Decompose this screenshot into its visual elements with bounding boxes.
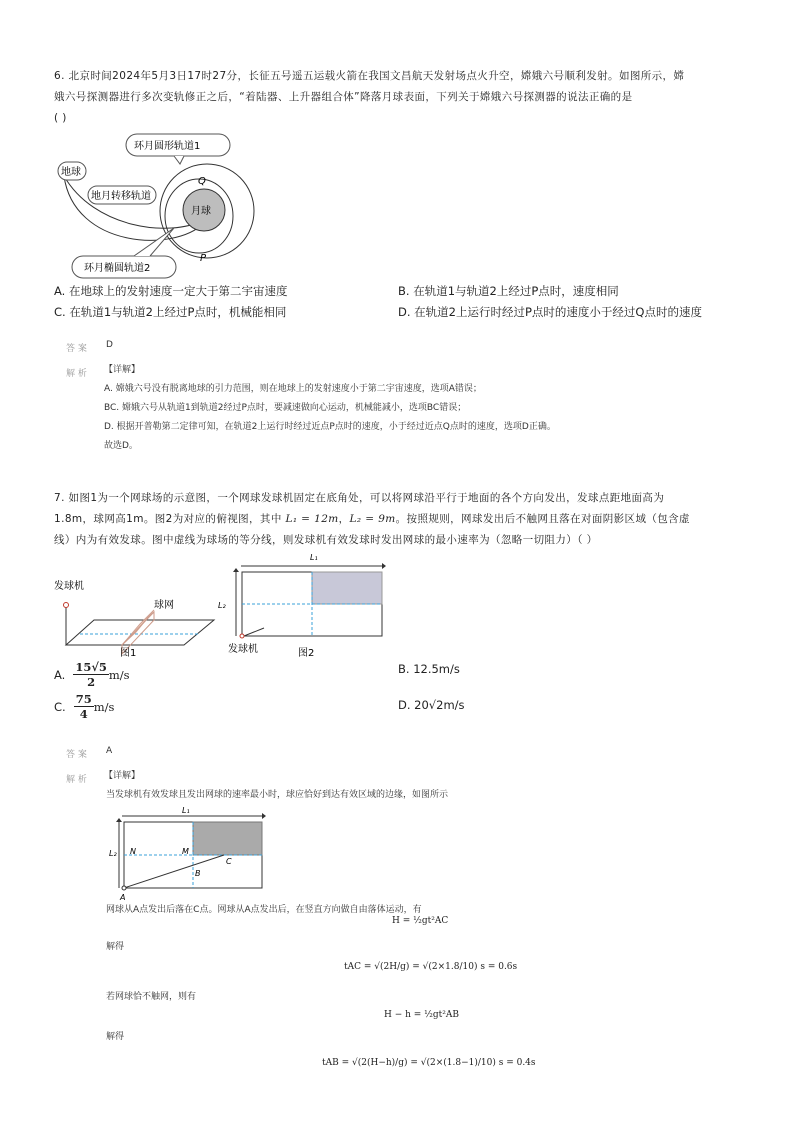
- q7-option-A-den: 2: [87, 675, 96, 689]
- q7-fig3-M: M: [182, 847, 189, 856]
- q7-option-C-frac: [74, 692, 94, 721]
- q7-fig2-L1: L₁: [310, 553, 318, 562]
- q6-stem-line1: 6. 北京时间2024年5月3日17时27分，长征五号遥五运载火箭在我国文昌航天发射场点火升空，嫦娥六号顺利发射。如图所示，嫦: [54, 70, 685, 82]
- q7-solve2: 解得: [106, 1032, 125, 1042]
- q7-line-net: 若网球恰不触网，则有: [106, 992, 197, 1002]
- q6-answer: D: [106, 340, 113, 350]
- q7-fig2-launcher-point: [240, 634, 244, 638]
- q7-fig1-launcher-label: 发球机: [54, 581, 84, 592]
- q7-option-D[interactable]: D. 20√2m/s: [398, 698, 465, 712]
- q7-fig2-launcher-label: 发球机: [228, 644, 258, 655]
- q7-stem-sep: ，: [338, 513, 350, 525]
- q6-stem: [54, 66, 754, 129]
- q7-intro: 当发球机有效发球且发出网球的速率最小时，球应恰好到达有效区域的边缘，如图所示: [106, 790, 449, 800]
- q7-fig3-L1-arrowhead: [262, 813, 266, 819]
- q7-fig3-N: N: [130, 847, 136, 856]
- q6-detail-line-3: D. 根据开普勒第二定律可知，在轨道2上运行时经过近点P点时的速度，小于经过近点Q点时的速度，选项D正确。: [104, 422, 556, 432]
- q6-moon-label: 月球: [191, 206, 211, 217]
- q7-option-A[interactable]: [54, 660, 130, 689]
- q7-fig3-L2: L₂: [109, 849, 117, 858]
- q7-stem: [54, 488, 754, 551]
- q7-fig3-A: A: [120, 893, 126, 902]
- q7-answer-label: 答 案: [66, 750, 87, 760]
- q7-fig2-shaded-region: [312, 572, 382, 604]
- q7-fig1-launcher-point: [64, 603, 69, 608]
- q7-option-A-frac: [73, 660, 109, 689]
- q7-option-B[interactable]: B. 12.5m/s: [398, 662, 460, 676]
- q6-answer-label: 答 案: [66, 344, 87, 354]
- q6-analysis-label: 解 析: [66, 369, 87, 379]
- q7-stem-line2b: 。按照规则，网球发出后不触网且落在对面阴影区域（包含虚: [395, 513, 690, 525]
- q7-eq3: H − h = ½gt²AB: [384, 1010, 459, 1020]
- q7-option-C-num: 75: [75, 692, 92, 706]
- q6-option-A[interactable]: A. 在地球上的发射速度一定大于第二宇宙速度: [54, 284, 288, 298]
- q7-fig3-C: C: [226, 857, 232, 866]
- q6-detail-line-4: 故选D。: [104, 441, 138, 451]
- q7-fig2-L1-arrowhead: [382, 563, 386, 569]
- q7-L2-eq: L₂ = 9m: [349, 513, 396, 525]
- q6-point-Q: Q: [198, 176, 206, 187]
- q7-figure-1: [54, 572, 224, 660]
- q7-detail-title: 【详解】: [104, 771, 141, 781]
- q7-fig3-L1: L₁: [182, 806, 190, 815]
- q7-fig2-caption: 图2: [298, 648, 315, 659]
- q6-stem-line2: 娥六号探测器进行多次变轨修正之后，“着陆器、上升器组合体”降落月球表面，下列关于嫦娥六号探测器的说法正确的是: [54, 91, 633, 103]
- q7-L1-eq: L₁ = 12m: [285, 513, 339, 525]
- q7-option-C-den: 4: [79, 707, 88, 721]
- q6-point-P: P: [200, 253, 207, 264]
- q7-figure-3: [104, 804, 269, 904]
- q7-option-A-num: 15√5: [75, 660, 107, 674]
- q7-fig3-shaded-region: [193, 822, 262, 855]
- q7-fig2-direction-arrow: [244, 628, 264, 636]
- q6-detail-line-1: A. 嫦娥六号没有脱离地球的引力范围，则在地球上的发射速度小于第二宇宙速度，选项A错误；: [104, 384, 482, 394]
- q6-orbit-figure: [54, 128, 274, 280]
- q7-option-C[interactable]: [54, 692, 114, 721]
- q7-fig3-B: B: [195, 869, 201, 878]
- q7-option-C-letter: C.: [54, 699, 66, 714]
- q6-orbit2-pointer: [134, 228, 174, 256]
- q6-option-B[interactable]: B. 在轨道1与轨道2上经过P点时，速度相同: [398, 284, 619, 298]
- q6-detail-title: 【详解】: [104, 365, 141, 375]
- q7-stem-line2a: 1.8m，球网高1m。图2为对应的俯视图，其中: [54, 513, 286, 525]
- q7-eq4: tAB = √(2(H−h)/g) = √(2×(1.8−1)/10) s = 0.4s: [322, 1058, 536, 1068]
- q7-fig3-point-A: [122, 886, 126, 890]
- q7-line-after-fig: 网球从A点发出后落在C点。网球从A点发出后，在竖直方向做自由落体运动，有: [106, 905, 422, 915]
- q6-orbit1-pointer: [174, 156, 184, 164]
- q7-solve1: 解得: [106, 942, 125, 952]
- q7-option-A-unit: m/s: [108, 667, 130, 682]
- q6-detail-line-2: BC. 嫦娥六号从轨道1到轨道2经过P点时，要减速做向心运动，机械能减小，选项BC错误；: [104, 403, 467, 413]
- q7-analysis-label: 解 析: [66, 775, 87, 785]
- q7-stem-line2: [54, 509, 754, 530]
- q7-eq1-text: H = ½gt²AC: [392, 916, 449, 926]
- q7-figure-2: [214, 550, 394, 660]
- q7-fig2-L2: L₂: [218, 601, 226, 610]
- q7-eq2: tAC = √(2H/g) = √(2×1.8/10) s = 0.6s: [344, 962, 518, 972]
- q7-option-C-unit: m/s: [93, 699, 115, 714]
- q7-stem-line1: 7. 如图1为一个网球场的示意图，一个网球发球机固定在底角处，可以将网球沿平行于地面的各个方向发出，发球点距地面高为: [54, 492, 665, 504]
- q6-stem-line3: ( ): [54, 112, 67, 124]
- q7-fig1-caption: 图1: [120, 648, 137, 659]
- q6-analysis: [104, 361, 764, 456]
- q6-option-C[interactable]: C. 在轨道1与轨道2上经过P点时，机械能相同: [54, 305, 287, 319]
- q6-orbit1-label: 环月圆形轨道1: [134, 141, 201, 152]
- q7-fig3-AC-line: [124, 855, 224, 888]
- q6-option-D[interactable]: D. 在轨道2上运行时经过P点时的速度小于经过Q点时的速度: [398, 305, 702, 319]
- q7-stem-line3: 线）内为有效发球。图中虚线为球场的等分线，则发球机有效发球时发出网球的最小速率为（忽略一切阻力）（ ）: [54, 534, 598, 546]
- q7-option-A-letter: A.: [54, 667, 66, 682]
- q7-answer: A: [106, 746, 113, 756]
- q6-earth-label: 地球: [61, 167, 81, 178]
- q7-fig1-net-label: 球网: [154, 600, 174, 611]
- q6-orbit2-label: 环月椭圆轨道2: [84, 263, 151, 274]
- q7-fig2-L2-arrowhead: [233, 568, 239, 572]
- q7-eq1: [392, 916, 448, 926]
- q7-fig3-L2-arrowhead: [116, 818, 122, 822]
- q6-transfer-label: 地月转移轨道: [91, 191, 151, 202]
